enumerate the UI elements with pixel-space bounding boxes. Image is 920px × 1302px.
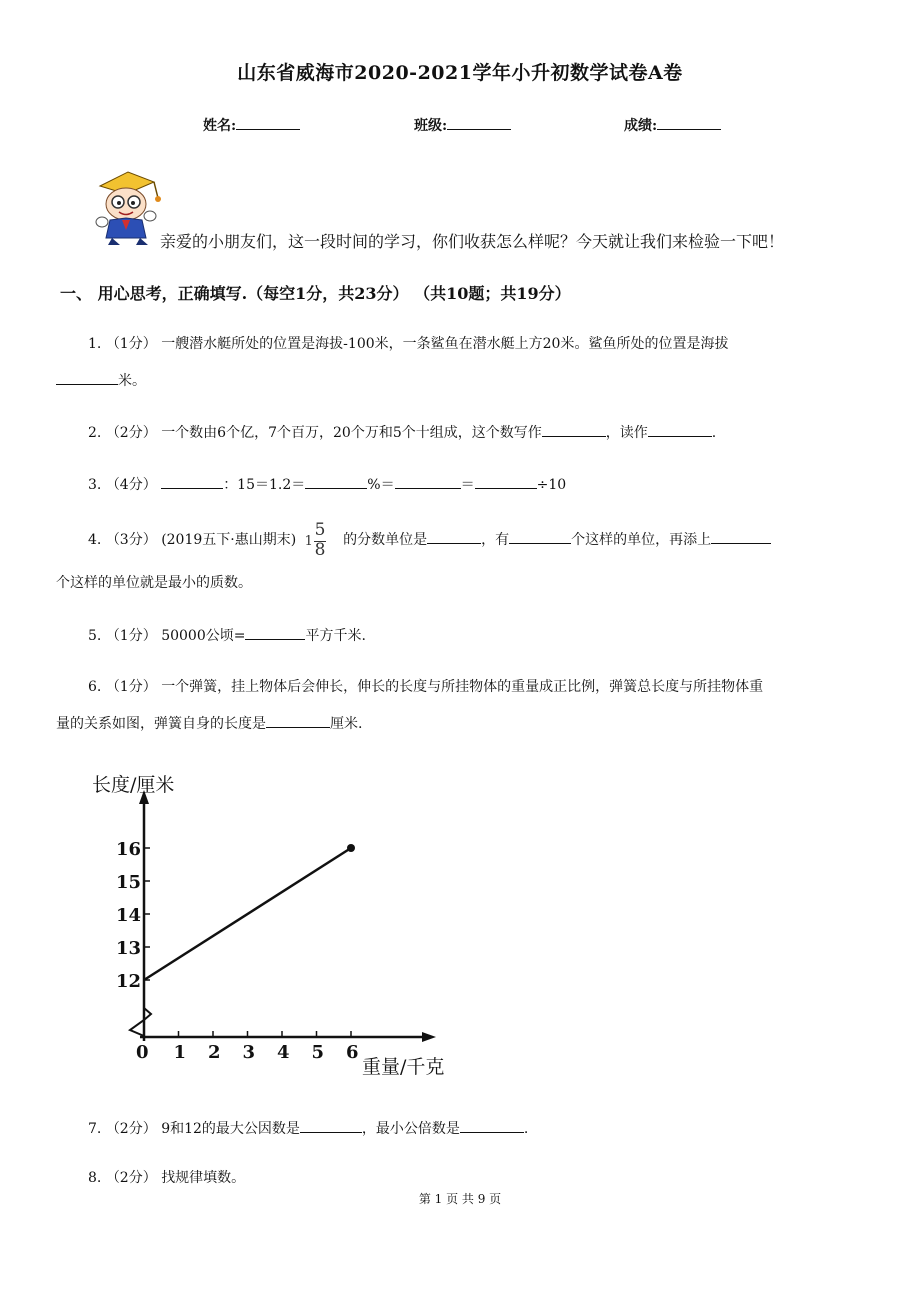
score-field[interactable]: [624, 114, 721, 135]
q5-text-2: 平方千米.: [305, 628, 366, 644]
q5-score: （1分）: [105, 628, 157, 644]
mascot-doctor-icon: [92, 168, 164, 246]
y-axis-label: 长度/厘米: [92, 774, 175, 796]
q6-text-1: 一个弹簧，挂上物体后会伸长，伸长的长度与所挂物体的重量成正比例，弹簧总长度与所挂物体重: [161, 679, 764, 695]
x-tick-label: 4: [277, 1042, 290, 1063]
x-tick-label: 3: [242, 1042, 256, 1063]
q3-number: 3.: [88, 477, 102, 493]
q8-text: 找规律填数。: [161, 1170, 246, 1186]
q3-blank-3[interactable]: [395, 473, 461, 489]
question-1-line2: [56, 369, 146, 390]
q7-blank-2[interactable]: [460, 1117, 524, 1133]
q5-text-1: 50000公顷=: [161, 628, 246, 644]
q4-text-1: 的分数单位是: [343, 532, 428, 548]
question-2: [88, 421, 716, 442]
q6-blank[interactable]: [266, 712, 330, 728]
page-title: 山东省威海市2020-2021学年小升初数学试卷A卷: [237, 62, 683, 84]
q4-frac-whole: 1: [304, 534, 313, 549]
y-tick-label: 13: [116, 938, 142, 959]
page-footer: 第 1 页 共 9 页: [418, 1192, 502, 1206]
y-axis-break-mark: [130, 1008, 151, 1036]
name-label: 姓名:: [203, 118, 237, 134]
data-point-end: [347, 844, 355, 852]
q3-blank-1[interactable]: [161, 473, 223, 489]
q4-blank-1[interactable]: [427, 528, 481, 544]
score-blank[interactable]: [657, 114, 721, 130]
y-tick-label: 14: [116, 905, 142, 926]
q2-blank-1[interactable]: [542, 421, 606, 437]
q1-unit: 米。: [118, 373, 146, 389]
q4-mixed-fraction: [305, 520, 335, 560]
q3-text-3: ＝: [460, 477, 475, 493]
q5-number: 5.: [88, 628, 102, 644]
q3-blank-2[interactable]: [305, 473, 367, 489]
q4-frac-numerator: 5: [314, 520, 326, 540]
q3-text-2: %＝: [367, 477, 395, 493]
question-7: [88, 1117, 528, 1138]
q2-blank-2[interactable]: [648, 421, 712, 437]
spring-length-chart: [80, 760, 480, 1085]
q5-blank[interactable]: [245, 624, 305, 640]
x-tick-label: 6: [346, 1042, 359, 1063]
x-tick-label: 1: [173, 1042, 187, 1063]
section-1-title: 一、 用心思考，正确填写.（每空1分，共23分） （共10题；共19分）: [60, 284, 571, 303]
class-label: 班级:: [414, 118, 448, 134]
score-label: 成绩:: [624, 118, 658, 134]
y-tick-label: 15: [116, 872, 142, 893]
q2-number: 2.: [88, 425, 102, 441]
q2-score: （2分）: [105, 425, 157, 441]
q4-frac-denominator: 8: [314, 540, 326, 560]
q4-text-3: 个这样的单位，再添上: [571, 532, 712, 548]
q2-text-2: ，读作: [605, 425, 648, 441]
q6-text-3: 厘米.: [330, 716, 363, 732]
q6-number: 6.: [88, 679, 102, 695]
q3-score: （4分）: [105, 477, 157, 493]
x-tick-label: 0: [136, 1042, 149, 1063]
q7-text-2: ，最小公倍数是: [361, 1121, 460, 1137]
question-4-line2: 个这样的单位就是最小的质数。: [56, 575, 252, 591]
q3-text-4: ÷10: [536, 477, 567, 493]
q7-blank-1[interactable]: [300, 1117, 362, 1133]
q1-text: 一艘潜水艇所处的位置是海拔-100米，一条鲨鱼在潜水艇上方20米。鲨鱼所处的位置是海拔: [161, 336, 729, 352]
q3-blank-4[interactable]: [475, 473, 537, 489]
q1-score: （1分）: [105, 336, 157, 352]
q2-text-3: .: [711, 425, 717, 441]
question-5: [88, 624, 366, 645]
q4-blank-2[interactable]: [509, 528, 571, 544]
q1-blank[interactable]: [56, 369, 118, 385]
y-tick-label: 12: [116, 971, 142, 992]
q7-number: 7.: [88, 1121, 102, 1137]
question-8: [88, 1167, 245, 1187]
class-field[interactable]: [414, 114, 511, 135]
q6-text-2: 量的关系如图，弹簧自身的长度是: [56, 716, 266, 732]
q4-number: 4.: [88, 532, 102, 548]
q7-text-1: 9和12的最大公因数是: [161, 1121, 300, 1137]
x-axis-arrow: [422, 1032, 436, 1042]
q2-text: 一个数由6个亿，7个百万，20个万和5个十组成，这个数写作: [161, 425, 542, 441]
q4-source: (2019五下·惠山期末): [161, 532, 297, 548]
series-line-spring: [144, 848, 351, 980]
greeting-text: 亲爱的小朋友们，这一段时间的学习，你们收获怎么样呢？今天就让我们来检验一下吧！: [160, 232, 785, 251]
q8-score: （2分）: [105, 1170, 157, 1186]
x-axis-label: 重量/千克: [362, 1056, 445, 1078]
question-6-line2: [56, 712, 362, 733]
y-tick-label: 16: [116, 839, 142, 860]
q7-text-3: .: [523, 1121, 529, 1137]
q4-score: （3分）: [105, 532, 157, 548]
q1-number: 1.: [88, 336, 102, 352]
class-blank[interactable]: [447, 114, 511, 130]
question-6: [88, 676, 763, 696]
name-blank[interactable]: [236, 114, 300, 130]
x-tick-label: 2: [208, 1042, 221, 1063]
x-tick-label: 5: [311, 1042, 325, 1063]
q4-blank-3[interactable]: [711, 528, 771, 544]
question-1: [88, 333, 728, 353]
question-3: [88, 473, 566, 494]
q4-text-2: ，有: [481, 532, 510, 548]
name-field[interactable]: [203, 114, 300, 135]
q8-number: 8.: [88, 1170, 102, 1186]
q3-text-1: ：15＝1.2＝: [223, 477, 306, 493]
q7-score: （2分）: [105, 1121, 157, 1137]
q6-score: （1分）: [105, 679, 157, 695]
question-4: [88, 520, 771, 560]
